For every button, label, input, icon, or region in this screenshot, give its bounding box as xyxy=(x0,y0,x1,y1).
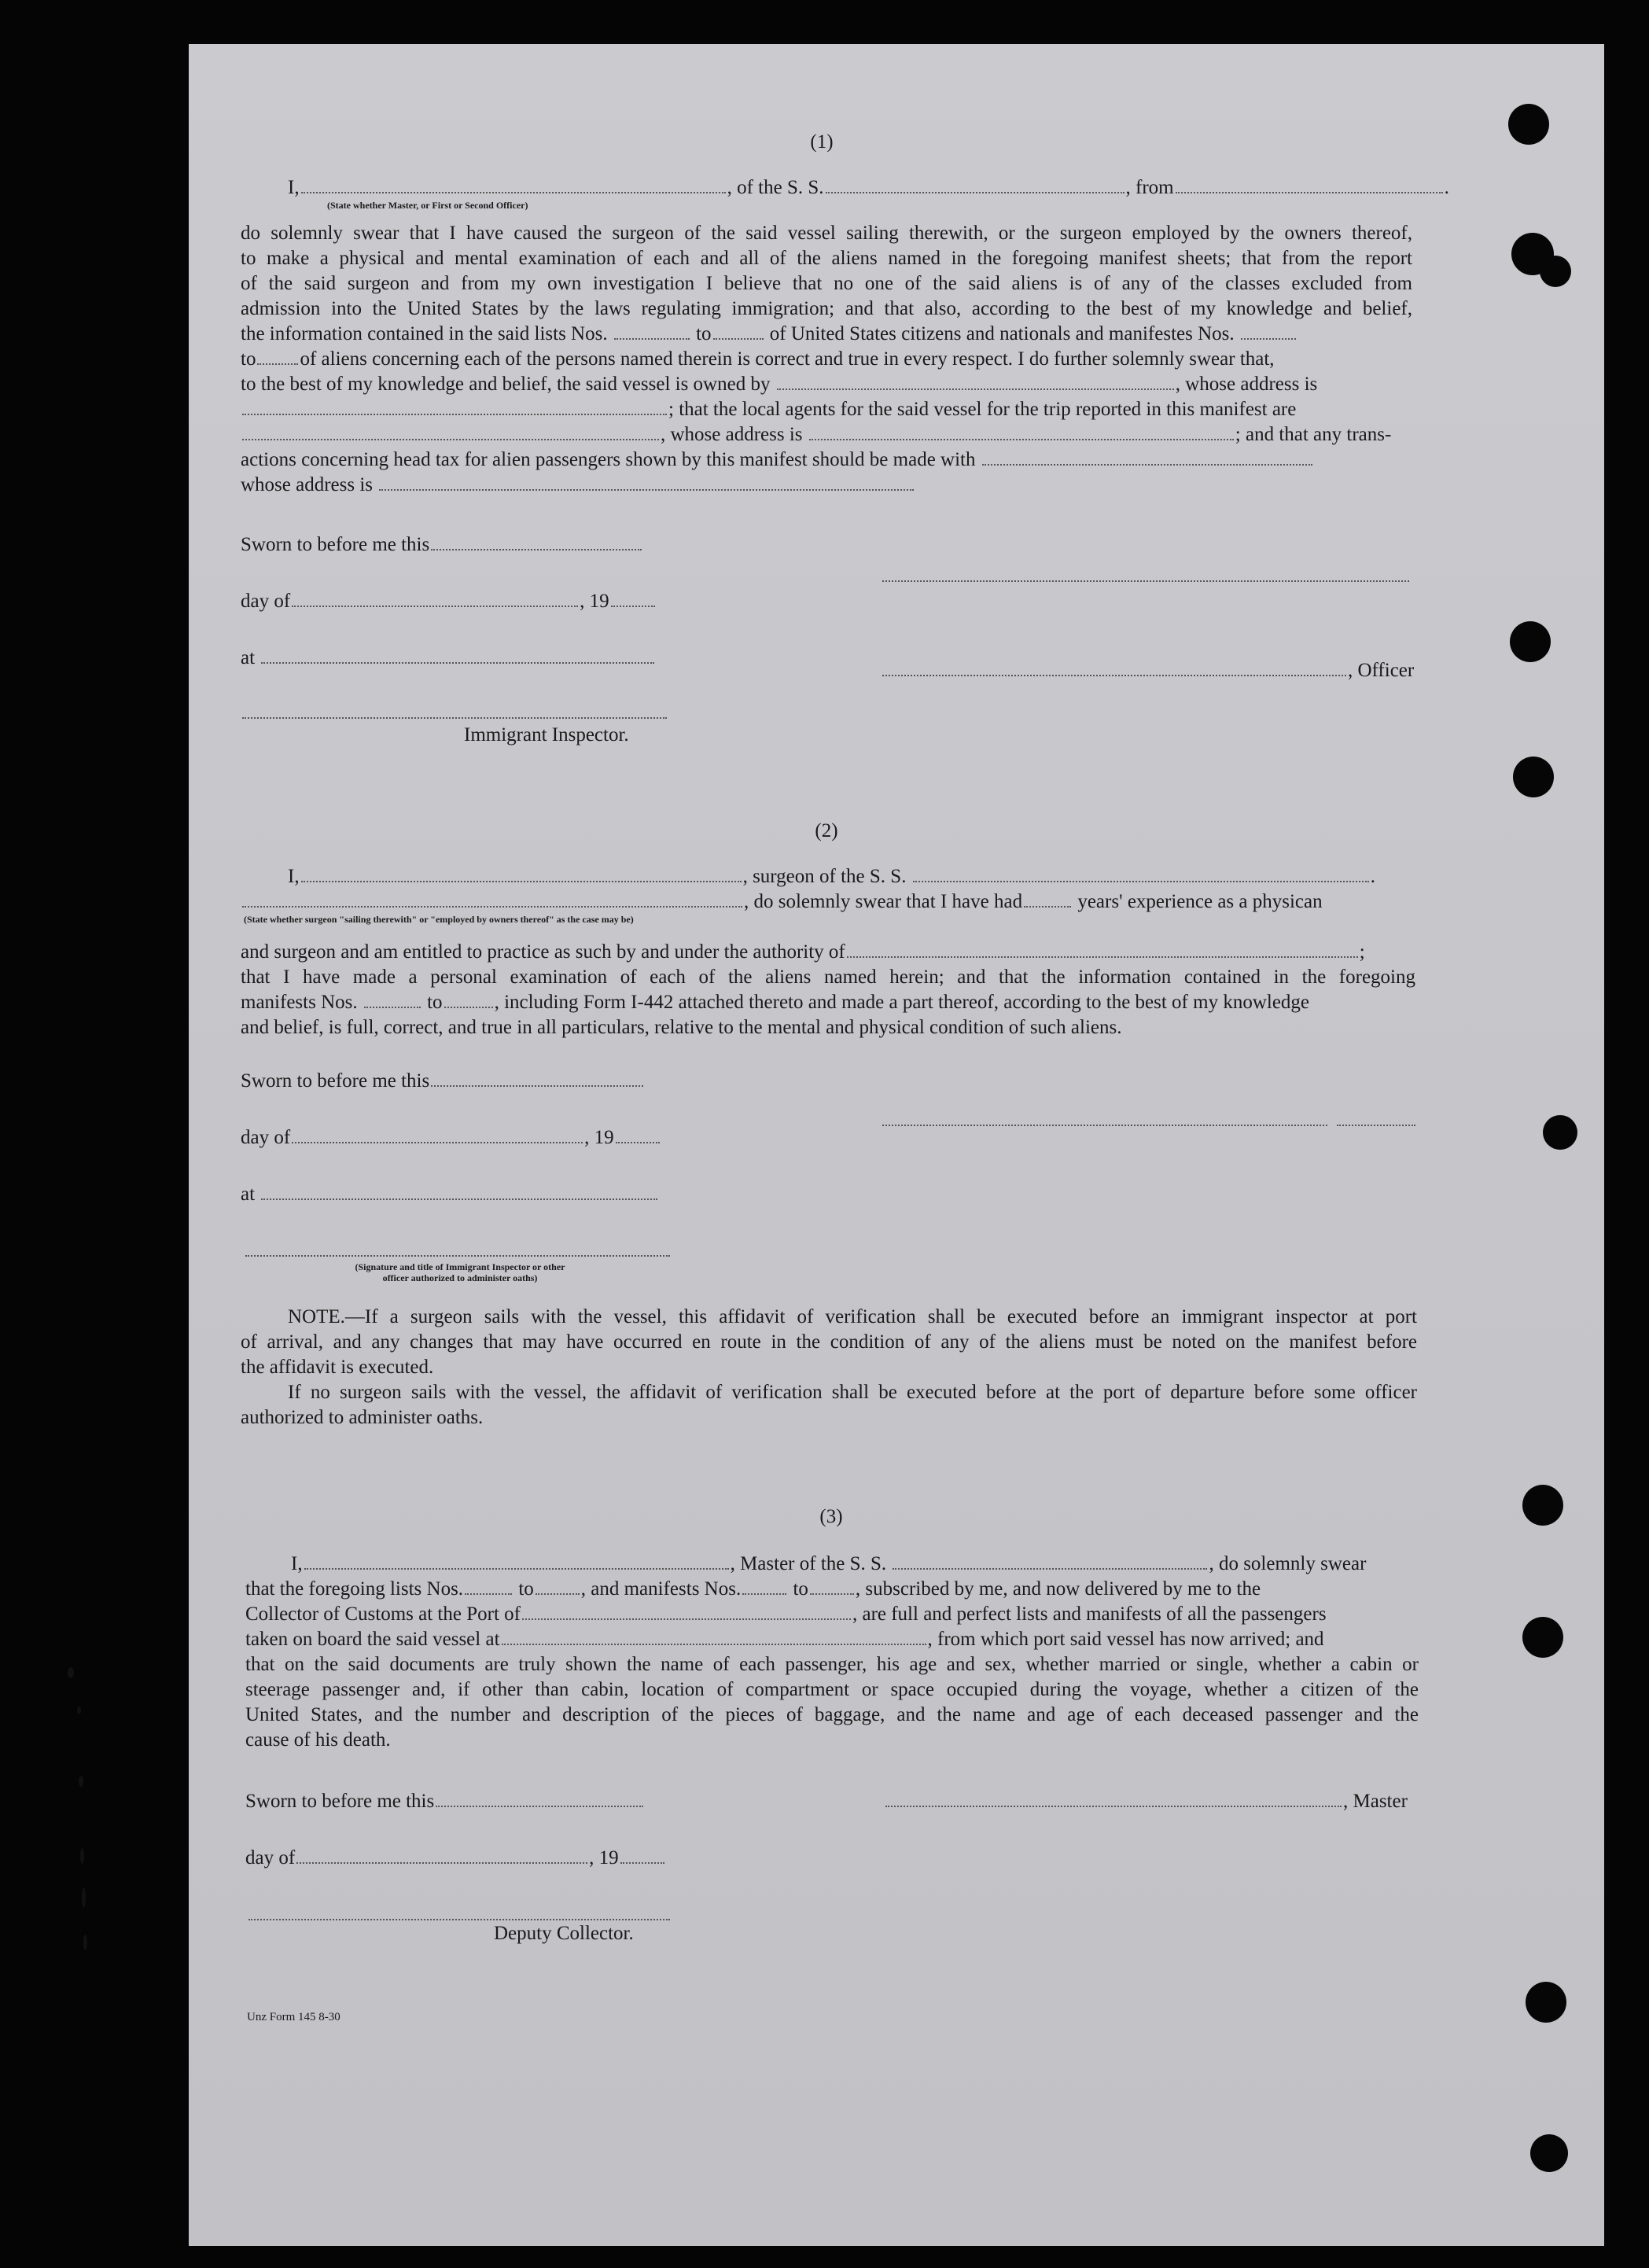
surgeon-note: (State whether surgeon "sailing therewith" or "employed by owners thereof" as the case may be) xyxy=(244,914,634,925)
scan-speck xyxy=(68,1667,74,1678)
surgeon-title-line[interactable] xyxy=(1337,1125,1415,1126)
section-3-body: taken on board the said vessel at , from which port said vessel has now arrived; and xyxy=(245,1629,1324,1650)
officer-signature-blank[interactable] xyxy=(882,675,1346,676)
day-blank[interactable] xyxy=(292,606,578,607)
section-3-body: United States, and the number and description of the pieces of baggage, and the name and age of each deceased passenger and the xyxy=(245,1704,1419,1725)
section-1-body: admission into the United States by the laws regulating immigration; and that also, according to the best of my knowledge and belief, xyxy=(241,298,1412,319)
surgeon-vessel-blank[interactable] xyxy=(913,881,1369,882)
section-3-body: that the foregoing lists Nos. to , and manifests Nos. to , subscribed by me, and now delivered by me to the xyxy=(245,1578,1261,1600)
section-2-number: (2) xyxy=(815,820,838,841)
section-2-body: and surgeon and am entitled to practice as such by and under the authority of ; xyxy=(241,941,1365,963)
day-line: day of , 19 xyxy=(241,590,657,613)
master-signature-line[interactable] xyxy=(882,580,1409,582)
section-3-body: Collector of Customs at the Port of , are full and perfect lists and manifests of all the passengers xyxy=(245,1603,1327,1625)
scan-speck xyxy=(83,1935,87,1950)
day-blank[interactable] xyxy=(292,1142,583,1143)
at-line: at xyxy=(241,646,656,670)
year-blank[interactable] xyxy=(611,606,655,607)
section-3-body: that on the said documents are truly shown the name of each passenger, his age and sex, whether married or single, whether a cabin or xyxy=(245,1654,1419,1675)
section-1-body: whose address is xyxy=(241,473,915,497)
at-blank[interactable] xyxy=(261,1198,657,1200)
list-from-blank[interactable] xyxy=(614,338,690,340)
sworn-line: Sworn to before me this xyxy=(241,1070,645,1093)
lists-from-blank[interactable] xyxy=(465,1593,512,1595)
note-paragraph: If no surgeon sails with the vessel, the affidavit of verification shall be executed before at the port of departure before some officer xyxy=(288,1382,1417,1403)
section-2-body: that I have made a personal examination of each of the aliens named herein; and that the information contained in the foregoing xyxy=(241,966,1415,988)
master-name-blank[interactable] xyxy=(304,1568,729,1570)
agents-blank[interactable] xyxy=(242,439,659,440)
manifests-to-blank[interactable] xyxy=(444,1007,493,1008)
scan-speck xyxy=(80,1848,84,1864)
section-3-line-1: I, , Master of the S. S. , do solemnly swear xyxy=(291,1553,1367,1574)
day-blank[interactable] xyxy=(296,1862,587,1864)
section-1-body: do solemnly swear that I have caused the surgeon of the said vessel sailing therewith, or the surgeon employed by the owners thereof, xyxy=(241,223,1412,244)
at-blank[interactable] xyxy=(261,662,654,664)
punch-hole xyxy=(1508,104,1549,145)
punch-hole xyxy=(1513,757,1554,797)
from-blank[interactable] xyxy=(1176,192,1443,193)
punch-hole xyxy=(1526,1982,1566,2023)
inspector-label: Immigrant Inspector. xyxy=(464,724,629,746)
punch-hole xyxy=(1530,2134,1568,2172)
manifests-to-blank[interactable] xyxy=(810,1593,854,1595)
day-line: day of , 19 xyxy=(245,1846,666,1870)
section-1-body: to of aliens concerning each of the persons named therein is correct and true in every respect. I do further solemnly swear that, xyxy=(241,348,1275,370)
master-line: , Master xyxy=(884,1790,1408,1813)
section-1-body: to the best of my knowledge and belief, the said vessel is owned by , whose address is xyxy=(241,374,1318,395)
punch-hole xyxy=(1540,256,1571,287)
authority-blank[interactable] xyxy=(847,956,1358,958)
vessel-blank[interactable] xyxy=(826,192,1124,193)
sworn-day-blank[interactable] xyxy=(431,1085,643,1087)
section-1-body: actions concerning head tax for alien passengers shown by this manifest should be made with xyxy=(241,448,1314,472)
head-tax-address-blank[interactable] xyxy=(379,489,914,491)
port-blank[interactable] xyxy=(522,1618,851,1620)
master-signature-blank[interactable] xyxy=(885,1806,1342,1807)
signature-note: (Signature and title of Immigrant Inspector or other officer authorized to administer oaths) xyxy=(355,1261,565,1283)
year-blank[interactable] xyxy=(620,1862,664,1864)
section-2-line-1: I, , surgeon of the S. S. . xyxy=(288,866,1375,887)
section-1-body: of the said surgeon and from my own investigation I believe that no one of the said aliens is of any of the classes excluded from xyxy=(241,273,1412,294)
at-line: at xyxy=(241,1183,659,1206)
master-vessel-blank[interactable] xyxy=(893,1568,1207,1570)
section-1-body: , whose address is ; and that any trans- xyxy=(241,423,1391,447)
officer-note: (State whether Master, or First or Second Officer) xyxy=(327,200,528,211)
list-to-blank[interactable] xyxy=(713,338,764,340)
punch-hole xyxy=(1510,621,1551,662)
head-tax-blank[interactable] xyxy=(982,464,1312,466)
section-1-line-1: I, , of the S. S. , from . xyxy=(288,177,1449,198)
surgeon-name-blank[interactable] xyxy=(301,881,742,882)
note-paragraph: of arrival, and any changes that may have occurred en route in the condition of any of the aliens must be noted on the manifest before xyxy=(241,1331,1417,1353)
year-blank[interactable] xyxy=(616,1142,660,1143)
years-blank[interactable] xyxy=(1024,906,1071,908)
scan-speck xyxy=(79,1776,83,1787)
section-1-number: (1) xyxy=(810,131,834,153)
sworn-day-blank[interactable] xyxy=(431,549,642,550)
sworn-line: Sworn to before me this xyxy=(245,1790,645,1813)
manifest-from-blank[interactable] xyxy=(1241,338,1296,340)
section-1-body: the information contained in the said lists Nos. to of United States citizens and nationals and manifestes Nos. xyxy=(241,322,1297,346)
agents-address-blank[interactable] xyxy=(809,439,1234,440)
section-1-body: to make a physical and mental examination of each and all of the aliens named in the foregoing manifest sheets; that from the report xyxy=(241,248,1412,269)
note-paragraph: NOTE.—If a surgeon sails with the vessel, this affidavit of verification shall be executed before an immigrant inspector at port xyxy=(288,1306,1417,1327)
scan-speck xyxy=(82,1887,86,1908)
collector-label: Deputy Collector. xyxy=(494,1923,634,1944)
manifests-from-blank[interactable] xyxy=(364,1007,421,1008)
punch-hole xyxy=(1543,1115,1577,1150)
inspector-signature-line[interactable] xyxy=(242,717,667,719)
surgeon-type-blank[interactable] xyxy=(242,906,742,908)
sworn-line: Sworn to before me this xyxy=(241,533,643,557)
owner-blank[interactable] xyxy=(777,388,1174,390)
day-line: day of , 19 xyxy=(241,1126,661,1150)
manifest-to-blank[interactable] xyxy=(257,363,298,365)
collector-signature-line[interactable] xyxy=(248,1919,670,1920)
name-blank[interactable] xyxy=(301,192,726,193)
inspector-signature-line[interactable] xyxy=(245,1255,670,1257)
officer-line: , Officer xyxy=(881,659,1414,683)
note-paragraph: authorized to administer oaths. xyxy=(241,1407,484,1428)
section-2-body: and belief, is full, correct, and true in all particulars, relative to the mental and physical condition of such aliens. xyxy=(241,1017,1122,1038)
scan-speck xyxy=(77,1707,81,1714)
boarding-port-blank[interactable] xyxy=(502,1644,926,1645)
lists-to-blank[interactable] xyxy=(536,1593,580,1595)
section-1-body: ; that the local agents for the said vessel for the trip reported in this manifest are xyxy=(241,398,1296,422)
section-2-body: manifests Nos. to , including Form I-442 attached thereto and made a part thereof, according to the best of my knowledge xyxy=(241,992,1310,1013)
section-3-number: (3) xyxy=(819,1506,843,1527)
sworn-day-blank[interactable] xyxy=(436,1806,643,1807)
owner-address-blank[interactable] xyxy=(242,414,667,415)
punch-hole xyxy=(1522,1485,1563,1526)
punch-hole xyxy=(1522,1617,1563,1658)
form-number: Unz Form 145 8-30 xyxy=(247,2011,340,2023)
section-3-body: steerage passenger and, if other than cabin, location of compartment or space occupied during the voyage, whether a citizen of the xyxy=(245,1679,1419,1700)
note-paragraph: the affidavit is executed. xyxy=(241,1357,434,1378)
manifests-from-blank[interactable] xyxy=(742,1593,786,1595)
section-3-body: cause of his death. xyxy=(245,1729,391,1751)
surgeon-signature-line[interactable] xyxy=(882,1125,1327,1126)
section-2-line-2: , do solemnly swear that I have had years' experience as a physican xyxy=(241,890,1323,914)
